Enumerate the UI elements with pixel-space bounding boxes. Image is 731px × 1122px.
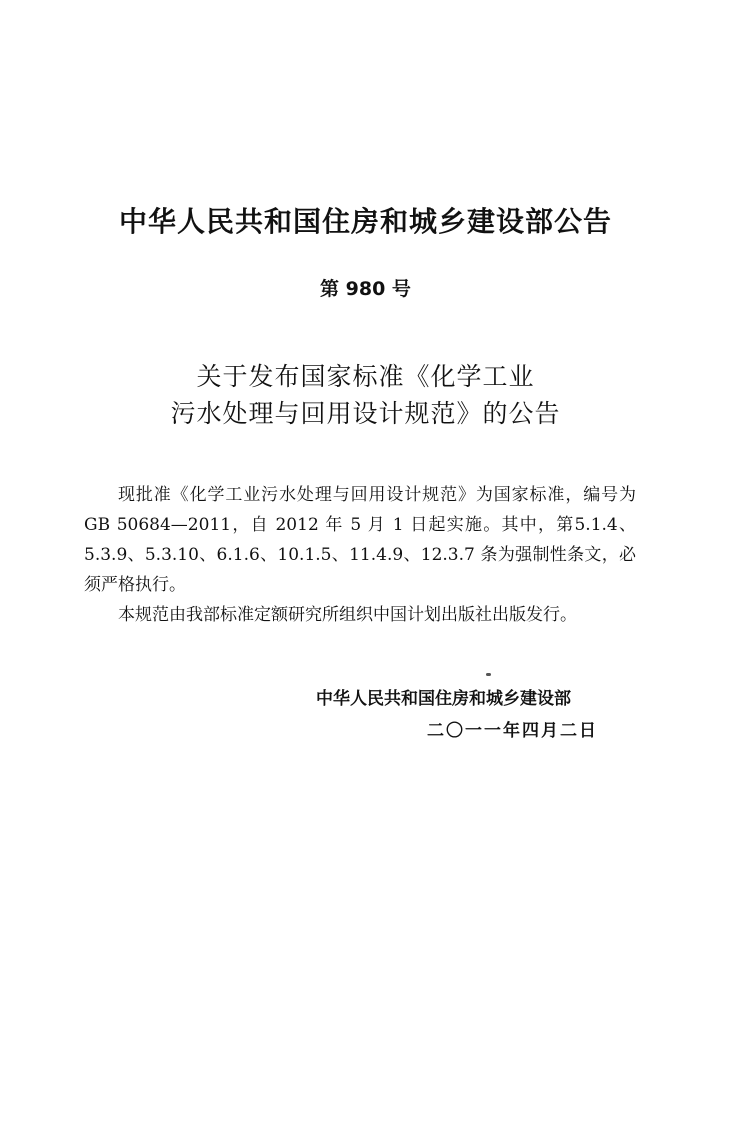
document-title-line-2: 污水处理与回用设计规范》的公告	[170, 399, 561, 428]
document-title-line-1: 关于发布国家标准《化学工业	[196, 362, 535, 391]
notice-number: 第 980 号	[320, 278, 411, 300]
body-paragraph-2: 本规范由我部标准定额研究所组织中国计划出版社出版发行。	[118, 605, 577, 625]
document-title	[0, 358, 731, 432]
notice-body	[84, 480, 636, 630]
signing-organization: 中华人民共和国住房和城乡建设部	[316, 689, 571, 709]
agency-title: 中华人民共和国住房和城乡建设部公告	[118, 205, 612, 238]
signing-date: 二〇一一年四月二日	[427, 721, 598, 741]
body-paragraph-1: 现批准《化学工业污水处理与回用设计规范》为国家标准，编号为GB 50684—2011，自 2012 年 5 月 1 日起实施。其中，第5.1.4、5.3.9、5.3.10、6.1.6、10.1.5、11.4.9、12.3.7 条为强制性条文，必须严格执行。	[84, 485, 636, 595]
scan-speck	[486, 673, 491, 676]
